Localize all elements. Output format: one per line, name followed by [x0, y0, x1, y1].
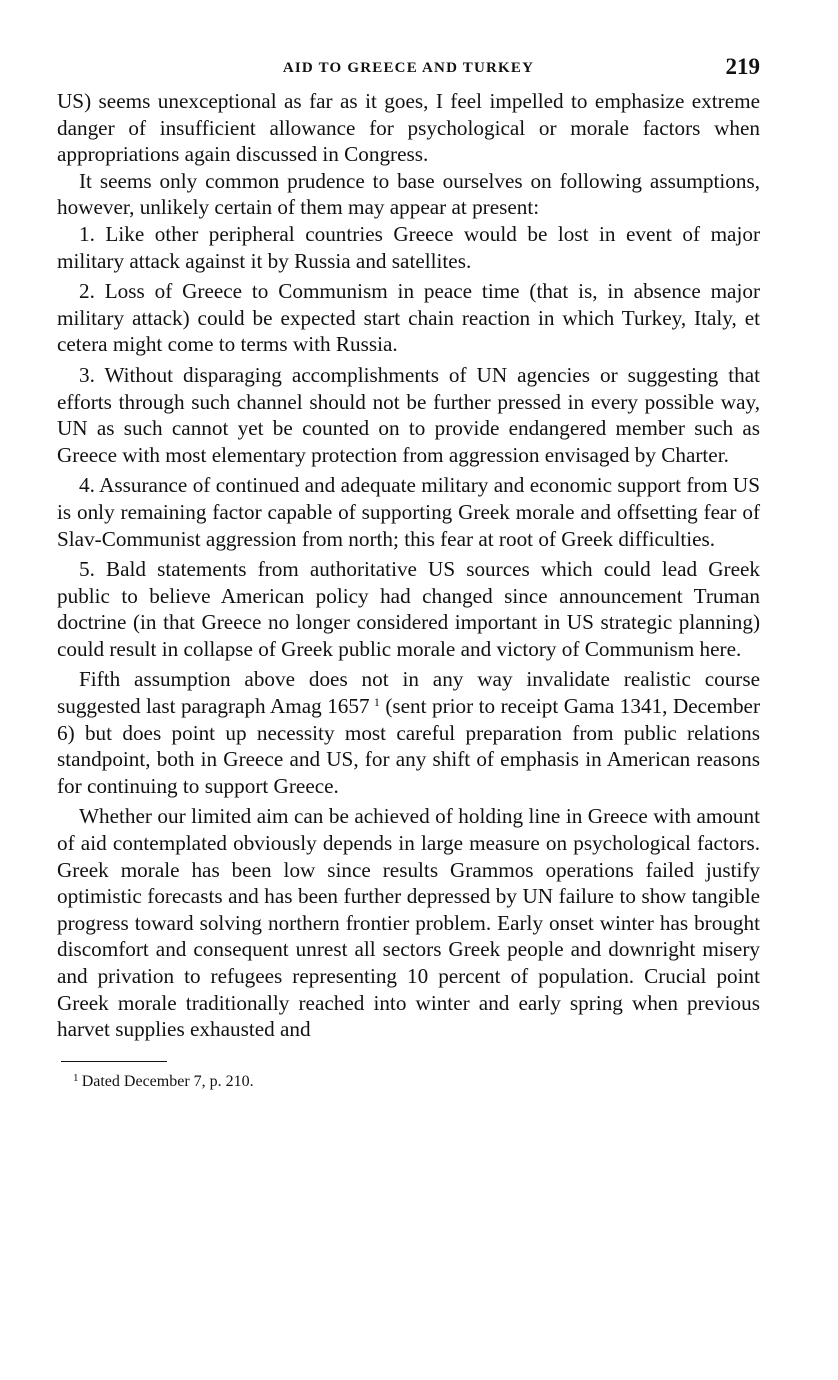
assumption-1: 1. Like other peripheral countries Greece would be lost in event of major military attack against it by Russia and satellites. [57, 221, 760, 273]
page-number: 219 [725, 54, 760, 79]
assumption-3: 3. Without disparaging accomplishments of UN agencies or suggesting that efforts through such channel should not be further pressed in every possible way, UN as such cannot yet be counted on to provide endangered member such as Greece with most elementary protection from aggression envisaged by Charter. [57, 362, 760, 467]
running-header [57, 52, 760, 88]
paragraph-fifth-assumption [57, 666, 760, 799]
assumption-2: 2. Loss of Greece to Communism in peace time (that is, in absence major military attack) could be expected start chain reaction in which Turkey, Italy, et cetera might come to terms with Russia. [57, 279, 760, 357]
paragraph-fifth-text-b: (sent prior to receipt Gama 1341, December 6) but does point up necessity most careful preparation from public relations standpoint, both in Greece and US, for any shift of emphasis in American reasons for continuing to support Greece. [57, 694, 760, 798]
footnote-mark: 1 [73, 1071, 79, 1084]
footnote [73, 1072, 760, 1092]
assumption-5: 5. Bald statements from authoritative US sources which could lead Greek public to believe American policy had changed since announcement Truman doctrine (in that Greece no longer considered important in US strategic planning) could result in collapse of Greek public morale and victory of Communism here. [57, 557, 760, 661]
body-text [57, 88, 760, 1043]
footnote-divider [61, 1061, 167, 1062]
footnote-reference: 1 [373, 695, 380, 710]
assumption-4: 4. Assurance of continued and adequate military and economic support from US is only remaining factor capable of supporting Greek morale and offsetting fear of Slav-Communist aggression from north; this fear at root of Greek difficulties. [57, 473, 760, 551]
running-title: AID TO GREECE AND TURKEY [282, 60, 535, 76]
paragraph-assumptions-intro: It seems only common prudence to base ourselves on following assumptions, however, unlikely certain of them may appear at present: [57, 168, 760, 220]
paragraph-morale: Whether our limited aim can be achieved of holding line in Greece with amount of aid contemplated obviously depends in large measure on psychological factors. Greek morale has been low since results Grammos operations failed justify optimistic forecasts and has been further depressed by UN failure to show tangible progress toward solving northern frontier problem. Early onset winter has brought discomfort and consequent unrest all sectors Greek people and downright misery and privation to refugees representing 10 percent of population. Crucial point Greek morale traditionally reached into winter and early spring when previous harvet supplies exhausted and [57, 804, 760, 1042]
paragraph-fifth-text-a: Fifth assumption above does not in any way invalidate realistic course suggested last paragraph Amag 1657 [57, 667, 760, 719]
document-page [57, 52, 760, 1092]
footnote-text: Dated December 7, p. 210. [81, 1072, 254, 1090]
paragraph-continuation: US) seems unexceptional as far as it goes, I feel impelled to emphasize extreme danger of insufficient allowance for psychological or morale factors when appropriations again discussed in Congress. [57, 89, 760, 167]
